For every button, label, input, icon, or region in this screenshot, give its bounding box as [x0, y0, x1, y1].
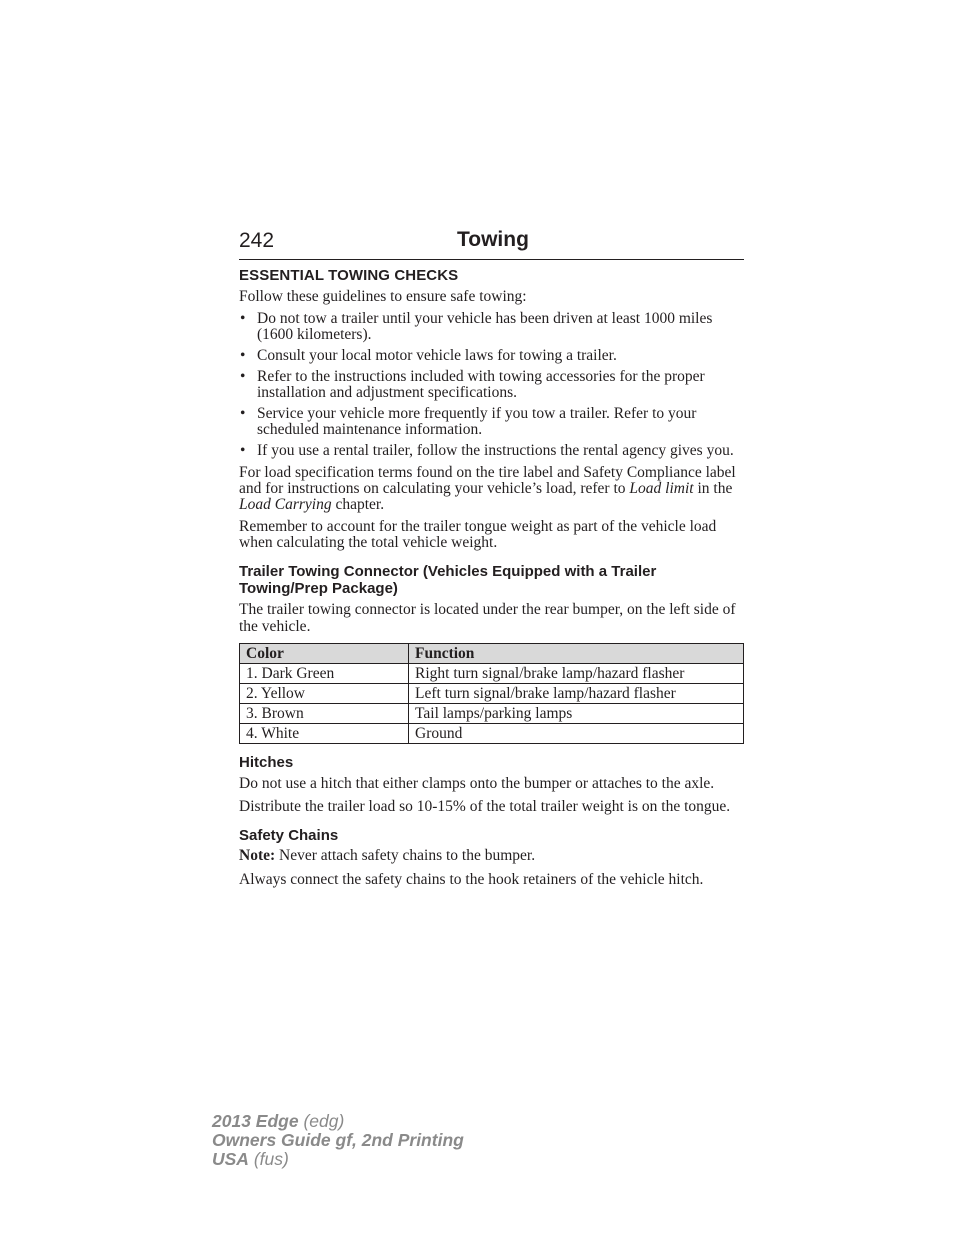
- chapter-title: Towing: [457, 228, 529, 251]
- bullet-icon: •: [240, 442, 246, 459]
- load-text-before: For load specification terms found on the tire label and Safety Compliance label and for instructions on calculating your vehicle’s load, refer to: [239, 464, 736, 497]
- footer-model-code: (edg): [298, 1111, 345, 1131]
- hitches-paragraph: Do not use a hitch that either clamps onto the bumper or attaches to the axle.: [239, 775, 715, 792]
- bullet-text: Do not tow a trailer until your vehicle has been driven at least 1000 miles (1600 kilometers).: [257, 310, 713, 343]
- safety-chains-note: [239, 848, 744, 864]
- bullet-icon: •: [240, 347, 246, 364]
- bullet-item: [239, 348, 744, 364]
- wire-function-cell: Tail lamps/parking lamps: [409, 704, 744, 724]
- tongue-weight-paragraph: Remember to account for the trailer tongue weight as part of the vehicle load when calculating the total vehicle weight.: [239, 518, 717, 551]
- bullet-text: Refer to the instructions included with towing accessories for the proper installation and adjustment specifications.: [257, 368, 705, 401]
- bullet-icon: •: [240, 368, 246, 385]
- footer-guide: Owners Guide gf, 2nd Printing: [212, 1130, 464, 1150]
- load-text-after: chapter.: [331, 496, 385, 513]
- bullet-item: [239, 406, 744, 438]
- load-limit-reference: Load limit: [629, 480, 694, 497]
- wire-color-cell: 1. Dark Green: [240, 664, 409, 684]
- page-header: [239, 227, 744, 260]
- hitches-heading: Hitches: [239, 754, 294, 771]
- footer-market-code: (fus): [248, 1149, 289, 1169]
- page-content: [239, 267, 744, 894]
- bullet-text: Consult your local motor vehicle laws for towing a trailer.: [257, 347, 617, 364]
- table-header-row: [240, 644, 744, 664]
- wire-color-cell: 3. Brown: [240, 704, 409, 724]
- connector-wiring-table: [239, 643, 744, 744]
- wire-color-cell: 2. Yellow: [240, 684, 409, 704]
- table-row: [240, 664, 744, 684]
- bullet-text: Service your vehicle more frequently if you tow a trailer. Refer to your scheduled maintenance information.: [257, 405, 697, 438]
- wire-color-cell: 4. White: [240, 724, 409, 744]
- load-specification-paragraph: [239, 465, 744, 513]
- essential-towing-heading: ESSENTIAL TOWING CHECKS: [239, 267, 459, 284]
- load-carrying-reference: Load Carrying: [239, 496, 332, 513]
- load-text-middle: in the: [693, 480, 733, 497]
- essential-intro: Follow these guidelines to ensure safe towing:: [239, 288, 527, 305]
- table-row: [240, 724, 744, 744]
- safety-chains-paragraph: Always connect the safety chains to the hook retainers of the vehicle hitch.: [239, 871, 704, 888]
- connector-location-text: The trailer towing connector is located under the rear bumper, on the left side of the vehicle.: [239, 601, 736, 635]
- footer-line-guide: [212, 1131, 464, 1150]
- wire-function-cell: Left turn signal/brake lamp/hazard flasher: [409, 684, 744, 704]
- footer-model: 2013 Edge: [212, 1111, 299, 1131]
- document-footer: [212, 1112, 464, 1169]
- bullet-icon: •: [240, 310, 246, 327]
- column-header-color: Color: [240, 644, 409, 664]
- wire-function-cell: Right turn signal/brake lamp/hazard flasher: [409, 664, 744, 684]
- note-text: Never attach safety chains to the bumper.: [275, 847, 536, 864]
- column-header-function: Function: [409, 644, 744, 664]
- bullet-icon: •: [240, 405, 246, 422]
- safety-chains-heading: Safety Chains: [239, 827, 339, 844]
- bullet-item: [239, 443, 744, 459]
- hitches-paragraph: Distribute the trailer load so 10-15% of the total trailer weight is on the tongue.: [239, 798, 731, 815]
- footer-market: USA: [212, 1149, 249, 1169]
- essential-bullet-list: [239, 311, 744, 459]
- table-row: [240, 704, 744, 724]
- wire-function-cell: Ground: [409, 724, 744, 744]
- table-row: [240, 684, 744, 704]
- page-number: 242: [239, 229, 275, 252]
- bullet-text: If you use a rental trailer, follow the instructions the rental agency gives you.: [257, 442, 734, 459]
- bullet-item: [239, 369, 744, 401]
- note-label: Note:: [239, 847, 276, 864]
- footer-line-model: [212, 1112, 464, 1131]
- bullet-item: [239, 311, 744, 343]
- footer-line-market: [212, 1150, 464, 1169]
- connector-heading: Trailer Towing Connector (Vehicles Equipped with a Trailer Towing/Prep Package): [239, 563, 657, 597]
